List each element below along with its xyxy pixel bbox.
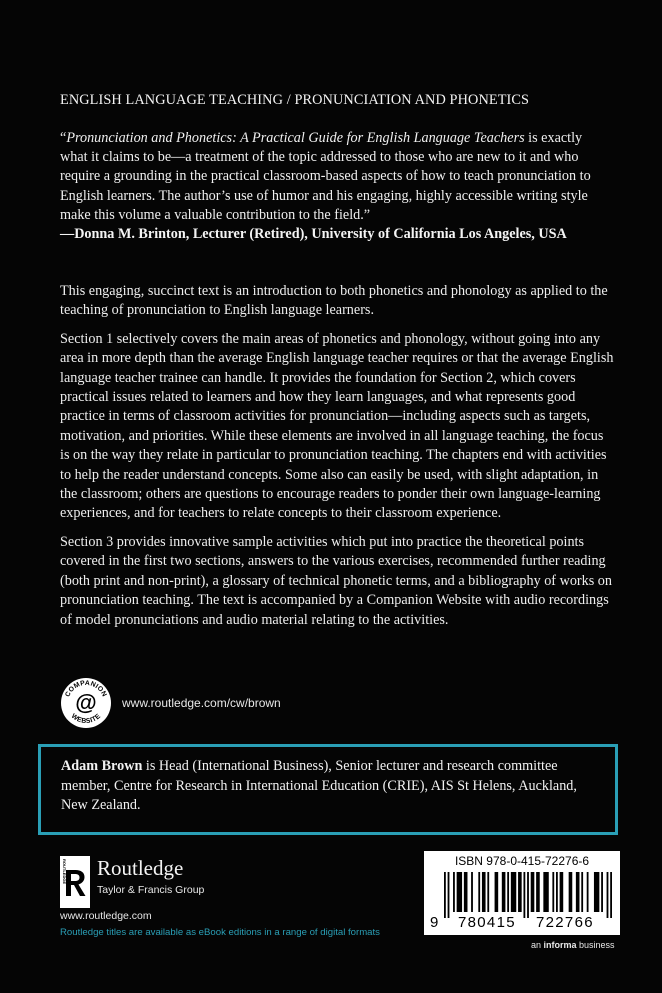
description-paragraph: This engaging, succinct text is an introduction to both phonetics and phonology as applied to the teaching of pronunciation to English language learners. (60, 283, 608, 319)
description-paragraph: Section 3 provides innovative sample activities which put into practice the theoretical points covered in the first two sections, answers to the various exercises, recommended further reading (both print and non-print), a glossary of technical phonetic terms, and a bibliography of works on pronunciation teaching. The text is accompanied by a Companion Website with audio recordings of model pronunciations and audio material relating to the activities. (60, 533, 612, 628)
barcode-bar (511, 872, 516, 912)
barcode-bar (457, 872, 462, 912)
book-description (60, 282, 614, 639)
publisher-url[interactable]: www.routledge.com (60, 910, 152, 922)
author-bio (61, 757, 601, 816)
author-name: Adam Brown (61, 758, 143, 774)
informa-business-mark (531, 940, 615, 950)
quote-open-mark: “ (60, 130, 67, 146)
endorsement-quote (60, 129, 608, 225)
barcode-bar (552, 872, 554, 912)
barcode-bar (502, 872, 506, 912)
barcode-icon (444, 872, 612, 918)
author-bio-box (38, 744, 618, 835)
author-bio-text: is Head (International Business), Senior lecturer and research committee member, Centre for Research in International Education (CRIE), AIS St Helens, Auckland, New Zealand. (61, 758, 577, 813)
quote-text: is exactly what it claims to be—a treatment of the topic addressed to those who are new to it and who require a grounding in the practical classroom-based aspects of how to teach pronunciation to English learners. The author’s use of humor and his engaging, highly accessible writing style make this volume a valuable contribution to the field.” (60, 130, 591, 223)
barcode-bar (487, 872, 489, 912)
companion-website-badge-icon (60, 677, 112, 729)
companion-logo-top-text: COMPANION (64, 679, 108, 699)
subject-category: ENGLISH LANGUAGE TEACHING / PRONUNCIATION AND PHONETICS (60, 92, 530, 108)
barcode-bar (560, 872, 564, 912)
barcode-bar (536, 872, 540, 912)
barcode-bar (594, 872, 599, 912)
barcode-bar (601, 872, 603, 912)
barcode-bar (556, 872, 558, 912)
ebook-availability-note: Routledge titles are available as eBook editions in a range of digital formats (60, 927, 380, 938)
barcode-bar (607, 872, 609, 918)
routledge-vertical-text: ROUTLEDGE (62, 859, 68, 885)
barcode-bar (518, 872, 522, 912)
barcode-digits-right: 722766 (536, 914, 594, 931)
barcode-bar (444, 872, 446, 918)
barcode-bar (569, 872, 573, 912)
barcode-bar (610, 872, 612, 918)
barcode-bar (482, 872, 486, 912)
barcode-bar (471, 872, 473, 912)
companion-logo-symbol: @ (75, 690, 97, 715)
barcode-bar (448, 872, 450, 918)
informa-suffix: business (576, 940, 615, 950)
barcode-panel (424, 851, 620, 935)
barcode-bar (576, 872, 580, 912)
informa-prefix: an (531, 940, 544, 950)
barcode-bar (507, 872, 509, 912)
publisher-name: Routledge (97, 856, 184, 880)
barcode-digits-left: 780415 (458, 914, 516, 931)
quote-attribution: —Donna M. Brinton, Lecturer (Retired), University of California Los Angeles, USA (60, 226, 567, 242)
barcode-bar (453, 872, 455, 912)
barcode-bar (464, 872, 468, 912)
barcode-bar (581, 872, 583, 912)
barcode-bar (495, 872, 499, 912)
barcode-bar (531, 872, 535, 912)
barcode-bar (587, 872, 589, 912)
barcode-bar (527, 872, 529, 918)
companion-website-url[interactable]: www.routledge.com/cw/brown (122, 696, 281, 710)
quoted-book-title: Pronunciation and Phonetics: A Practical Guide for English Language Teachers (66, 130, 525, 146)
informa-brand: informa (543, 940, 577, 950)
description-paragraph: Section 1 selectively covers the main areas of phonetics and phonology, without going into any area in more depth than the average English language teacher requires or that the average English language teacher trainee can handle. It provides the foundation for Section 2, which covers practical issues related to learners and how they learn languages, and what represents good practice in terms of classroom activities for pronunciation—including aspects such as targets, motivation, and priorities. While these elements are involved in all language teaching, the focus is on the way they relate in particular to pronunciation teaching. The chapters end with activities to help the reader understand concepts. Some also can easily be used, with slight adaptation, in the classroom; others are questions to encourage readers to ponder their own language-learning experiences, and for teachers to relate concepts to their classroom experience. (60, 330, 614, 522)
isbn-number: ISBN 978-0-415-72276-6 (454, 854, 590, 868)
companion-logo-bottom-text: WEBSITE (69, 712, 103, 726)
barcode-bar (523, 872, 525, 918)
barcode-bar (478, 872, 480, 912)
publisher-group: Taylor & Francis Group (97, 884, 205, 896)
routledge-r-icon (60, 856, 90, 908)
barcode-bar (543, 872, 548, 912)
barcode-digit-first: 9 (430, 914, 439, 931)
